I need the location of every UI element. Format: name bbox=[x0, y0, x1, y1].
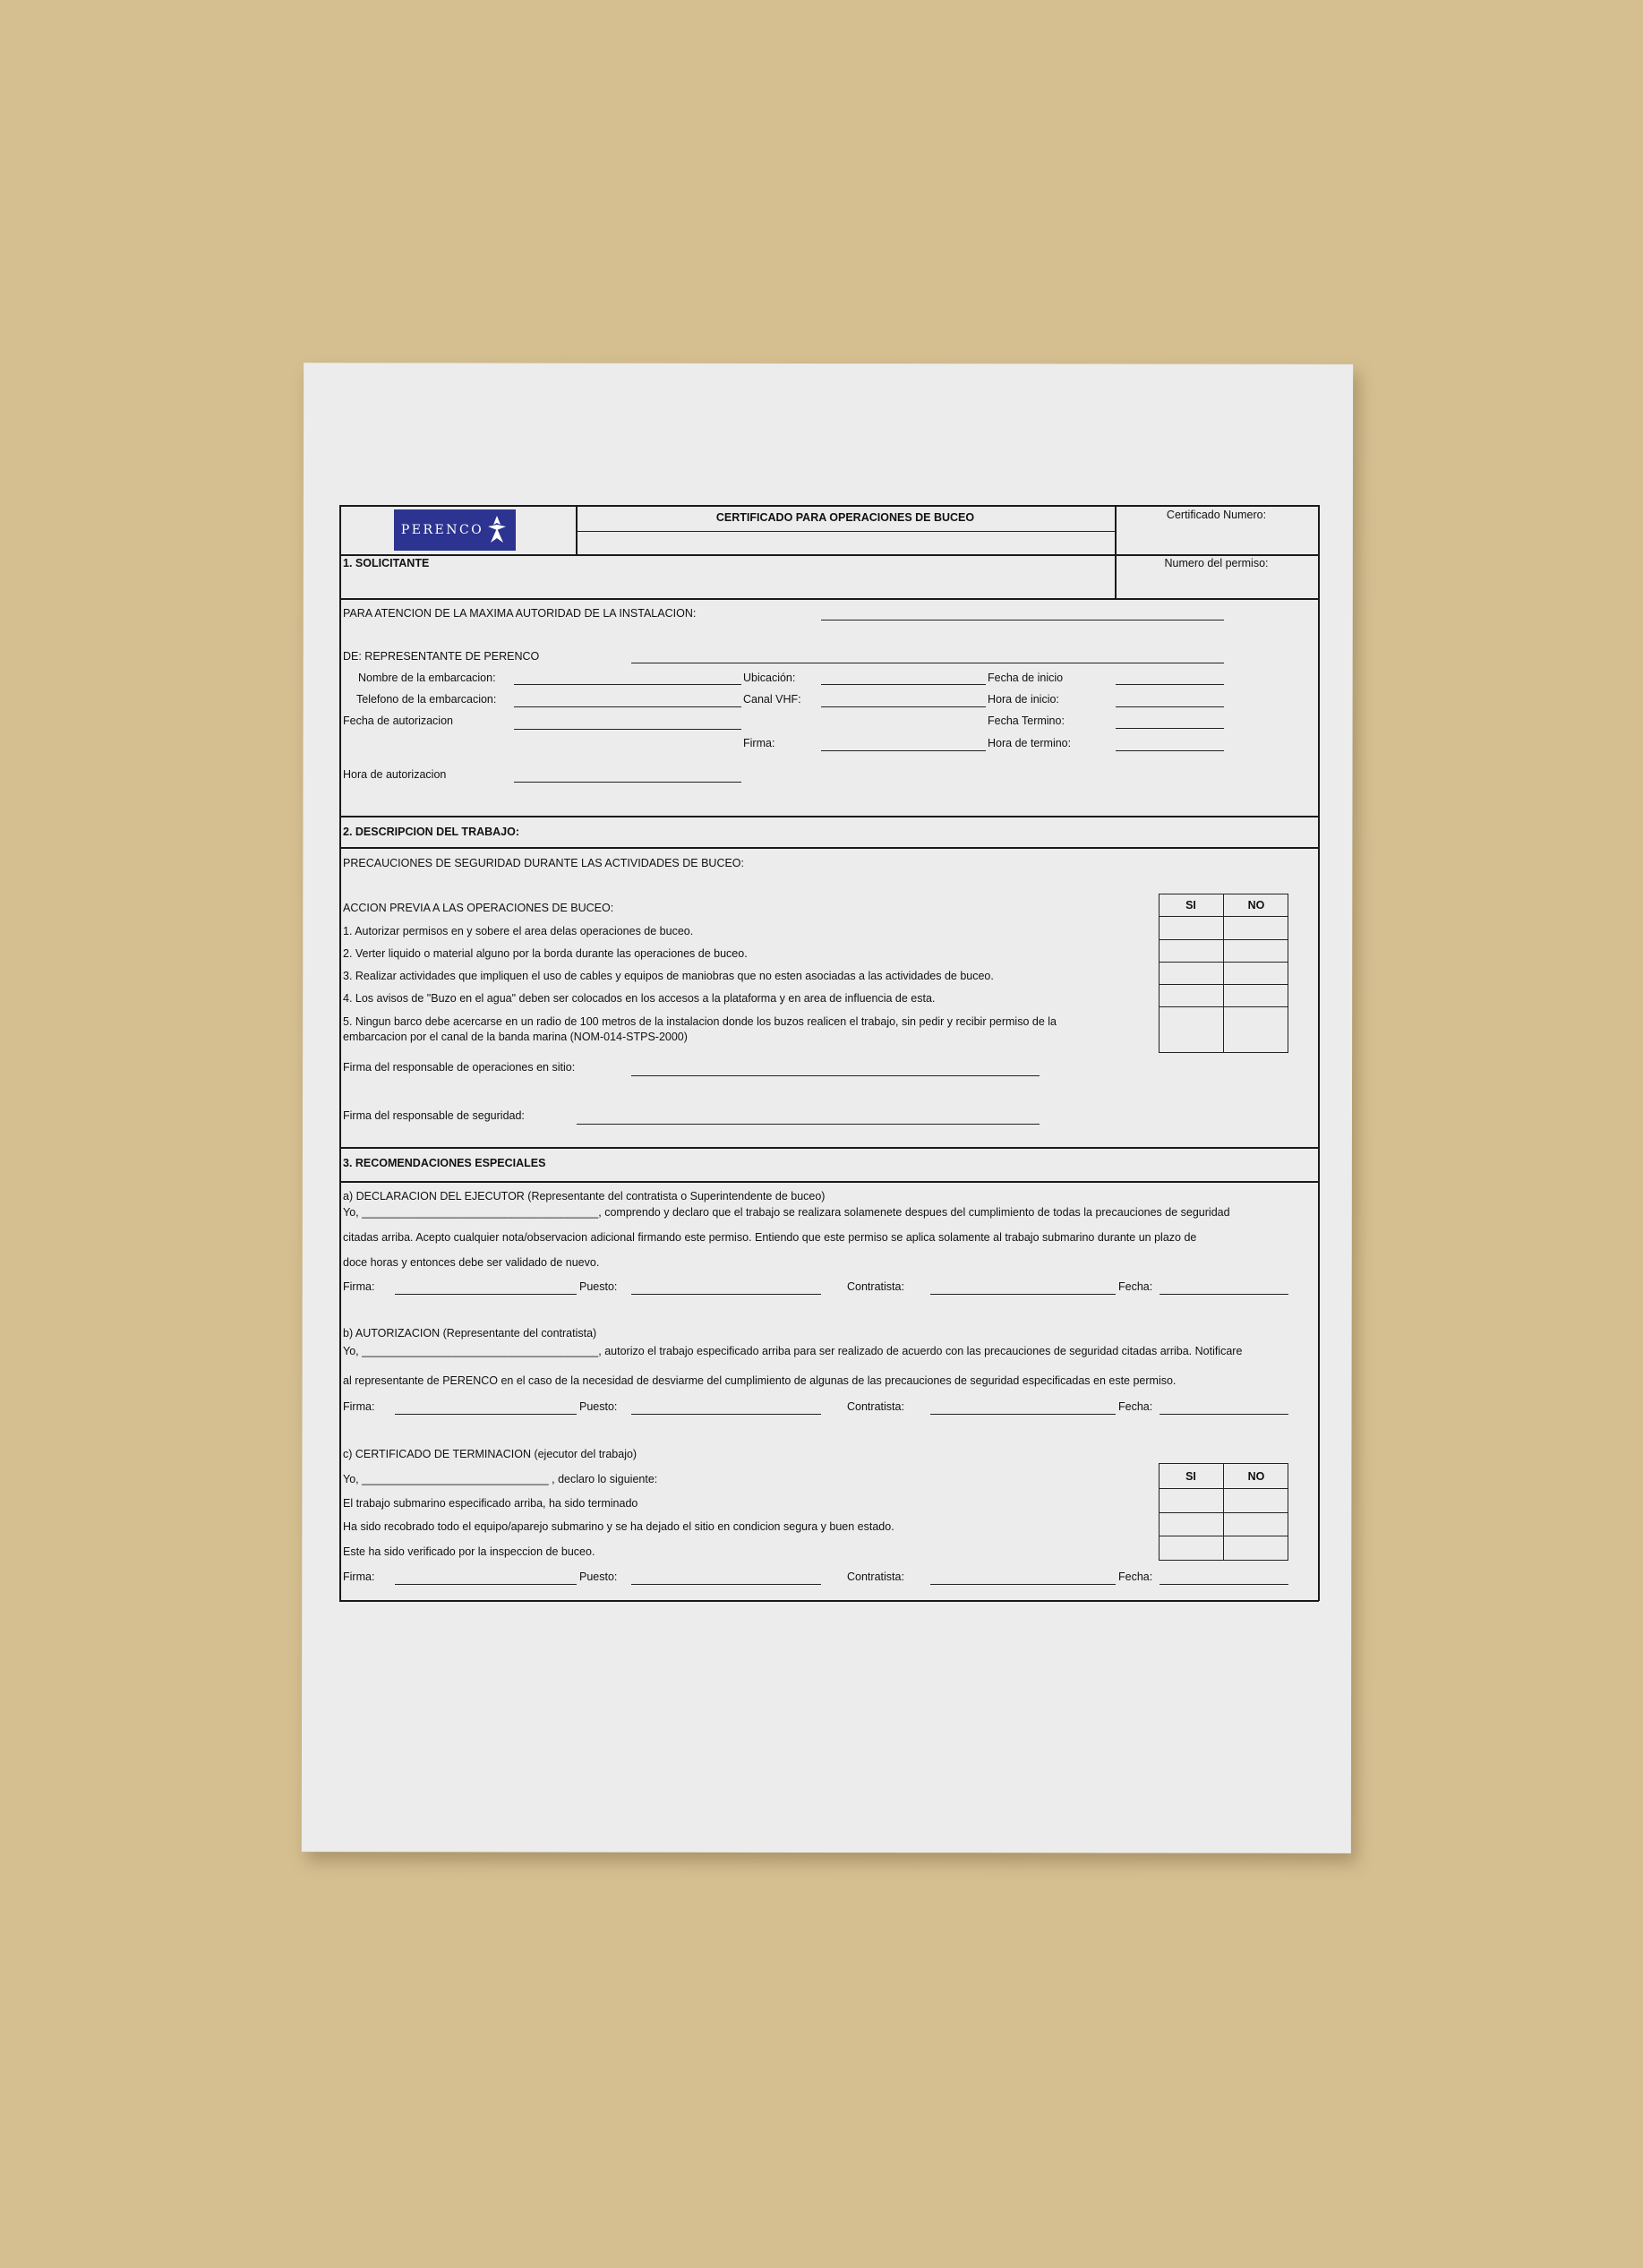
firma-seg-line[interactable] bbox=[577, 1124, 1040, 1125]
telefono-label: Telefono de la embarcacion: bbox=[356, 693, 497, 706]
precaution-item-4: 4. Los avisos de "Buzo en el agua" deben ser colocados en los accesos a la plataforma y en area de influencia de esta. bbox=[343, 992, 936, 1005]
a-firma-line[interactable] bbox=[395, 1294, 577, 1295]
para-atencion-label: PARA ATENCION DE LA MAXIMA AUTORIDAD DE LA INSTALACION: bbox=[343, 607, 697, 620]
de-label: DE: REPRESENTANTE DE PERENCO bbox=[343, 650, 540, 663]
b-firma-label: Firma: bbox=[343, 1400, 375, 1413]
section2-bottom bbox=[339, 1147, 1319, 1149]
fecha-inicio-line[interactable] bbox=[1116, 684, 1224, 685]
telefono-line[interactable] bbox=[514, 706, 741, 707]
a-puesto-line[interactable] bbox=[631, 1294, 821, 1295]
accion-label: ACCION PREVIA A LAS OPERACIONES DE BUCEO: bbox=[343, 902, 614, 914]
si-no-c-row-line bbox=[1159, 1512, 1288, 1513]
b-firma-line[interactable] bbox=[395, 1414, 577, 1415]
hora-aut-line[interactable] bbox=[514, 782, 741, 783]
form-title: CERTIFICADO PARA OPERACIONES DE BUCEO bbox=[715, 511, 975, 524]
section1-header-bottom bbox=[339, 598, 1319, 600]
c-title: c) CERTIFICADO DE TERMINACION (ejecutor del trabajo) bbox=[343, 1448, 638, 1460]
c-fecha-label: Fecha: bbox=[1118, 1570, 1153, 1583]
c-contratista-line[interactable] bbox=[930, 1584, 1116, 1585]
a-firma-label: Firma: bbox=[343, 1280, 375, 1293]
si-no-table-divider bbox=[1223, 894, 1224, 1052]
si-header: SI bbox=[1185, 899, 1196, 911]
canal-label: Canal VHF: bbox=[743, 693, 801, 706]
firma-ops-line[interactable] bbox=[631, 1075, 1040, 1076]
header-title-underline bbox=[576, 531, 1115, 532]
a-line-3: doce horas y entonces debe ser validado de nuevo. bbox=[343, 1256, 600, 1269]
c-puesto-line[interactable] bbox=[631, 1584, 821, 1585]
c-firma-label: Firma: bbox=[343, 1570, 375, 1583]
header-bottom bbox=[339, 554, 1319, 556]
section2-header-bottom bbox=[339, 847, 1319, 849]
ubicacion-label: Ubicación: bbox=[743, 672, 796, 684]
c-contratista-label: Contratista: bbox=[847, 1570, 904, 1583]
paper-sheet bbox=[302, 363, 1353, 1853]
canal-line[interactable] bbox=[821, 706, 986, 707]
cert-numero-label: Certificado Numero: bbox=[1166, 509, 1267, 521]
b-line-2: al representante de PERENCO en el caso de la necesidad de desviarme del cumplimiento de algunas de las precauciones de seguridad especificadas en este permiso. bbox=[343, 1374, 1177, 1387]
precaution-item-5: 5. Ningun barco debe acercarse en un radio de 100 metros de la instalacion donde los buzos realicen el trabajo, sin pedir y recibir permiso de la bbox=[343, 1015, 1057, 1028]
frame-top bbox=[339, 505, 1319, 507]
section3-header-bottom bbox=[339, 1181, 1319, 1183]
no-header-c: NO bbox=[1247, 1470, 1265, 1483]
precaution-item-2: 2. Verter liquido o material alguno por la borda durante las operaciones de buceo. bbox=[343, 947, 748, 960]
fleur-icon bbox=[485, 514, 509, 546]
hora-aut-label: Hora de autorizacion bbox=[343, 768, 447, 781]
section3-title: 3. RECOMENDACIONES ESPECIALES bbox=[343, 1157, 546, 1169]
b-puesto-label: Puesto: bbox=[579, 1400, 618, 1413]
hora-termino-line[interactable] bbox=[1116, 750, 1224, 751]
section1-title: 1. SOLICITANTE bbox=[343, 557, 430, 569]
firma-ops-label: Firma del responsable de operaciones en sitio: bbox=[343, 1061, 576, 1074]
c-line-1: Yo, ______________________________ , declaro lo siguiente: bbox=[343, 1473, 658, 1485]
si-no-row-line bbox=[1159, 984, 1288, 985]
a-title: a) DECLARACION DEL EJECUTOR (Representante del contratista o Superintendente de buceo) bbox=[343, 1190, 826, 1202]
a-line-2: citadas arriba. Acepto cualquier nota/observacion adicional firmando este permiso. Entiendo que este permiso se aplica solamente al trabajo submarino durante un plazo de bbox=[343, 1231, 1197, 1244]
b-line-1: Yo, ______________________________________, autorizo el trabajo especificado arriba para ser realizado de acuerdo con las precauciones de seguridad citadas arriba. Notificare bbox=[343, 1345, 1243, 1357]
section1-bottom bbox=[339, 816, 1319, 817]
a-contratista-line[interactable] bbox=[930, 1294, 1116, 1295]
frame-left bbox=[339, 505, 341, 1601]
perenco-logo: PERENCO bbox=[394, 509, 516, 551]
fecha-termino-line[interactable] bbox=[1116, 728, 1224, 729]
c-line-4: Este ha sido verificado por la inspeccion de buceo. bbox=[343, 1545, 595, 1558]
section2-title: 2. DESCRIPCION DEL TRABAJO: bbox=[343, 826, 520, 838]
a-line-1: Yo, ______________________________________, comprendo y declaro que el trabajo se realizara solamenete despues del cumplimiento de todas la precauciones de seguridad bbox=[343, 1206, 1230, 1219]
fecha-aut-line[interactable] bbox=[514, 729, 741, 730]
precaution-item-3: 3. Realizar actividades que impliquen el uso de cables y equipos de maniobras que no esten asociadas a las actividades de buceo. bbox=[343, 970, 994, 982]
firma-line[interactable] bbox=[821, 750, 986, 751]
no-header: NO bbox=[1247, 899, 1265, 911]
fecha-inicio-label: Fecha de inicio bbox=[988, 672, 1064, 684]
precauciones-label: PRECAUCIONES DE SEGURIDAD DURANTE LAS ACTIVIDADES DE BUCEO: bbox=[343, 857, 745, 869]
c-puesto-label: Puesto: bbox=[579, 1570, 618, 1583]
permiso-numero-label: Numero del permiso: bbox=[1164, 557, 1269, 569]
nombre-label: Nombre de la embarcacion: bbox=[358, 672, 496, 684]
hora-inicio-label: Hora de inicio: bbox=[988, 693, 1059, 706]
c-line-2: El trabajo submarino especificado arriba, ha sido terminado bbox=[343, 1497, 638, 1510]
precaution-item-1: 1. Autorizar permisos en y sobere el area delas operaciones de buceo. bbox=[343, 925, 694, 937]
firma-label: Firma: bbox=[743, 737, 775, 749]
c-line-3: Ha sido recobrado todo el equipo/aparejo submarino y se ha dejado el sitio en condicion segura y buen estado. bbox=[343, 1520, 894, 1533]
precaution-item-5-cont: embarcacion por el canal de la banda marina (NOM-014-STPS-2000) bbox=[343, 1031, 688, 1043]
a-fecha-line[interactable] bbox=[1160, 1294, 1288, 1295]
si-no-c-row-line bbox=[1159, 1488, 1288, 1489]
fecha-termino-label: Fecha Termino: bbox=[988, 715, 1065, 727]
frame-bottom bbox=[339, 1600, 1319, 1602]
b-puesto-line[interactable] bbox=[631, 1414, 821, 1415]
c-fecha-line[interactable] bbox=[1160, 1584, 1288, 1585]
frame-right bbox=[1318, 505, 1320, 1601]
si-header-c: SI bbox=[1185, 1470, 1196, 1483]
b-contratista-line[interactable] bbox=[930, 1414, 1116, 1415]
a-puesto-label: Puesto: bbox=[579, 1280, 618, 1293]
si-no-row-line bbox=[1159, 916, 1288, 917]
ubicacion-line[interactable] bbox=[821, 684, 986, 685]
firma-seg-label: Firma del responsable de seguridad: bbox=[343, 1109, 525, 1122]
c-firma-line[interactable] bbox=[395, 1584, 577, 1585]
hora-termino-label: Hora de termino: bbox=[988, 737, 1072, 749]
b-contratista-label: Contratista: bbox=[847, 1400, 904, 1413]
a-fecha-label: Fecha: bbox=[1118, 1280, 1153, 1293]
si-no-row-line bbox=[1159, 962, 1288, 963]
si-no-row-line bbox=[1159, 939, 1288, 940]
hora-inicio-line[interactable] bbox=[1116, 706, 1224, 707]
b-fecha-label: Fecha: bbox=[1118, 1400, 1153, 1413]
fecha-aut-label: Fecha de autorizacion bbox=[343, 715, 453, 727]
b-fecha-line[interactable] bbox=[1160, 1414, 1288, 1415]
a-contratista-label: Contratista: bbox=[847, 1280, 904, 1293]
si-no-row-line bbox=[1159, 1006, 1288, 1007]
nombre-line[interactable] bbox=[514, 684, 741, 685]
b-title: b) AUTORIZACION (Representante del contratista) bbox=[343, 1327, 597, 1339]
